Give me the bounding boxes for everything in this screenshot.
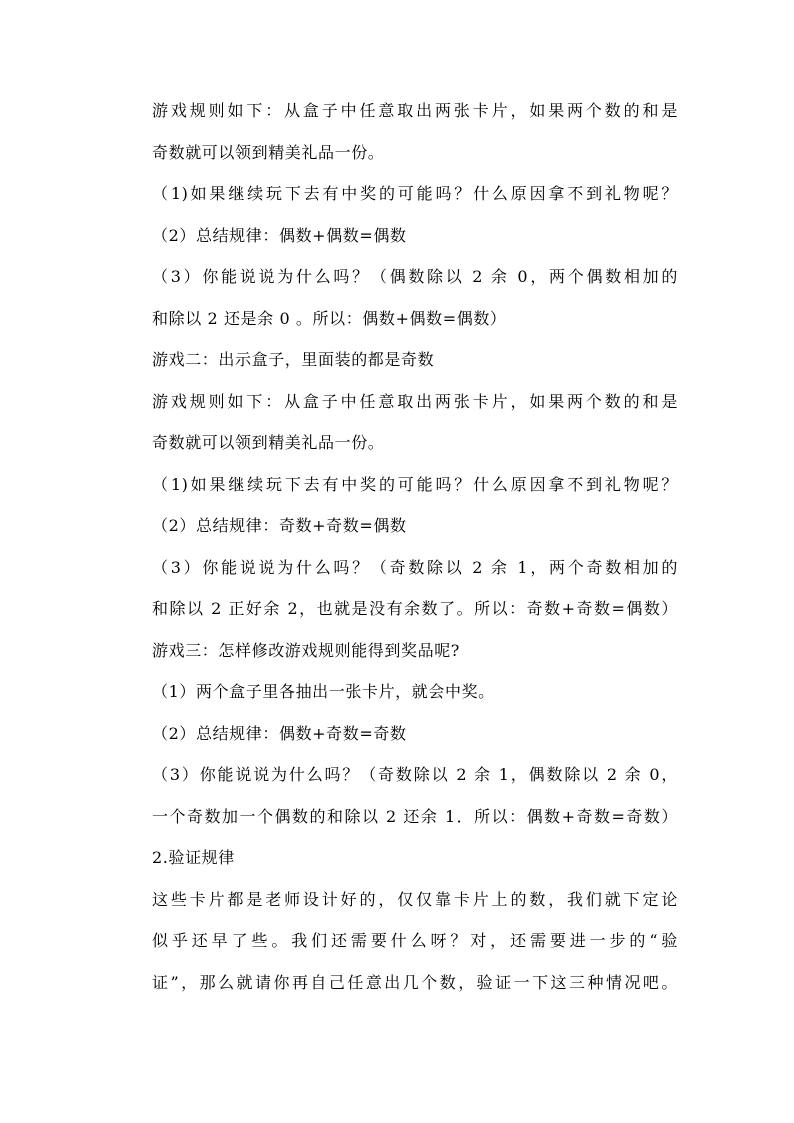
text-line-5: （3）你能说说为什么吗？（偶数除以 2 余 0，两个偶数相加的 [152, 267, 678, 286]
text-line-20: 这些卡片都是老师设计好的，仅仅靠卡片上的数，我们就下定论 [152, 889, 678, 909]
text-line-6: 和除以 2 还是余 0 。所以：偶数+偶数=偶数） [152, 308, 507, 328]
text-line-13: 和除以 2 正好余 2，也就是没有余数了。所以：奇数+奇数=偶数） [152, 599, 678, 618]
document-body [152, 101, 678, 1014]
text-line-15: （1）两个盒子里各抽出一张卡片，就会中奖。 [152, 682, 495, 701]
text-line-8: 游戏规则如下：从盒子中任意取出两张卡片，如果两个数的和是 [152, 391, 678, 411]
text-line-4: （2）总结规律：偶数+偶数=偶数 [152, 225, 407, 245]
text-line-18: 一个奇数加一个偶数的和除以 2 还余 1．所以：偶数+奇数=奇数） [152, 806, 678, 826]
text-line-1: 游戏规则如下：从盒子中任意取出两张卡片，如果两个数的和是 [152, 101, 678, 120]
text-line-9: 奇数就可以领到精美礼品一份。 [152, 433, 385, 452]
text-line-22: 证”，那么就请你再自己任意出几个数，验证一下这三种情况吧。 [152, 972, 678, 992]
text-line-17: （3）你能说说为什么吗？（奇数除以 2 余 1，偶数除以 2 余 0， [152, 765, 678, 784]
text-line-3: （1)如果继续玩下去有中奖的可能吗？什么原因拿不到礼物呢？ [152, 184, 678, 203]
text-line-7: 游戏二：出示盒子，里面装的都是奇数 [152, 350, 435, 369]
text-line-12: （3）你能说说为什么吗？（奇数除以 2 余 1，两个奇数相加的 [152, 557, 678, 577]
text-line-2: 奇数就可以领到精美礼品一份。 [152, 142, 385, 162]
text-line-16: （2）总结规律：偶数+奇数=奇数 [152, 723, 407, 743]
text-line-21: 似乎还早了些。我们还需要什么呀？对，还需要进一步的“验 [152, 931, 678, 950]
text-line-10: （1)如果继续玩下去有中奖的可能吗？什么原因拿不到礼物呢？ [152, 474, 678, 494]
text-line-14: 游戏三：怎样修改游戏规则能得到奖品呢? [152, 640, 460, 660]
section-heading: 2.验证规律 [152, 848, 235, 867]
text-line-11: （2）总结规律：奇数+奇数=偶数 [152, 516, 407, 535]
